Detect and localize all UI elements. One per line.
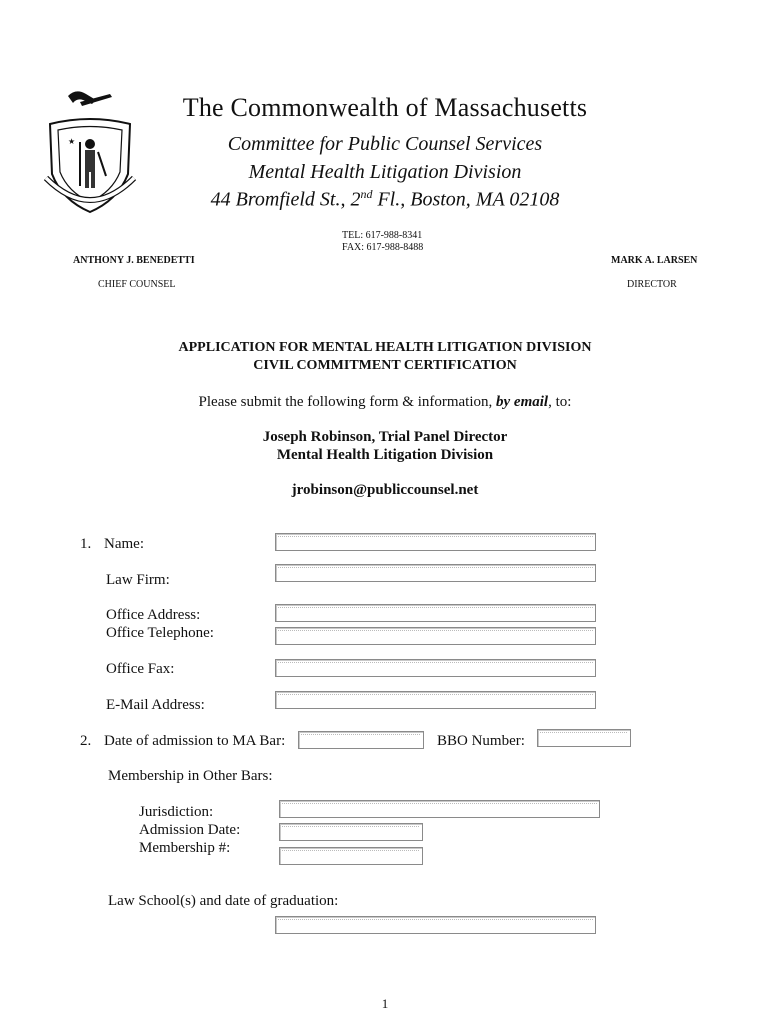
letterhead-title: The Commonwealth of Massachusetts <box>182 93 588 122</box>
office-address-label: Office Address: <box>106 607 201 623</box>
section-1-number: 1. <box>80 536 92 552</box>
letterhead-address: 44 Bromfield St., 2nd Fl., Boston, MA 02108 <box>210 187 560 211</box>
email-address-label: E-Mail Address: <box>106 697 205 713</box>
svg-text:★: ★ <box>68 137 76 146</box>
contact-email[interactable]: jrobinson@publiccounsel.net <box>291 482 479 498</box>
date-admission-field[interactable] <box>298 731 424 749</box>
other-bars-label: Membership in Other Bars: <box>108 768 273 784</box>
admission-date-field[interactable] <box>279 823 423 841</box>
date-admission-label: Date of admission to MA Bar: <box>104 733 286 749</box>
law-school-label: Law School(s) and date of graduation: <box>108 893 339 909</box>
submit-instructions: Please submit the following form & information, by email, to: <box>198 394 572 410</box>
membership-number-field[interactable] <box>279 847 423 865</box>
letterhead-division: Mental Health Litigation Division <box>248 161 522 183</box>
law-firm-label: Law Firm: <box>106 572 170 588</box>
law-school-field[interactable] <box>275 916 596 934</box>
bbo-number-label: BBO Number: <box>437 733 525 749</box>
director-title: DIRECTOR <box>627 279 677 290</box>
letterhead-committee: Committee for Public Counsel Services <box>227 133 543 155</box>
contact-name: Joseph Robinson, Trial Panel Director <box>262 429 508 445</box>
section-2-number: 2. <box>80 733 92 749</box>
bbo-number-field[interactable] <box>537 729 631 747</box>
office-address-field[interactable] <box>275 604 596 622</box>
contact-division: Mental Health Litigation Division <box>276 447 494 463</box>
letterhead-fax: FAX: 617-988-8488 <box>342 242 424 253</box>
director-name: MARK A. LARSEN <box>611 255 698 266</box>
name-field[interactable] <box>275 533 596 551</box>
letterhead-tel: TEL: 617-988-8341 <box>342 230 423 241</box>
membership-number-label: Membership #: <box>139 840 231 856</box>
office-fax-field[interactable] <box>275 659 596 677</box>
jurisdiction-field[interactable] <box>279 800 600 818</box>
name-label: Name: <box>104 536 144 552</box>
application-heading-line2: CIVIL COMMITMENT CERTIFICATION <box>253 358 517 373</box>
chief-counsel-name: ANTHONY J. BENEDETTI <box>73 255 195 266</box>
email-address-field[interactable] <box>275 691 596 709</box>
office-telephone-field[interactable] <box>275 627 596 645</box>
chief-counsel-title: CHIEF COUNSEL <box>98 279 176 290</box>
office-fax-label: Office Fax: <box>106 661 175 677</box>
admission-date-label: Admission Date: <box>139 822 241 838</box>
application-heading-line1: APPLICATION FOR MENTAL HEALTH LITIGATION DIVISION <box>178 340 592 355</box>
jurisdiction-label: Jurisdiction: <box>139 804 214 820</box>
office-telephone-label: Office Telephone: <box>106 625 214 641</box>
page-number: 1 <box>381 996 389 1011</box>
law-firm-field[interactable] <box>275 564 596 582</box>
